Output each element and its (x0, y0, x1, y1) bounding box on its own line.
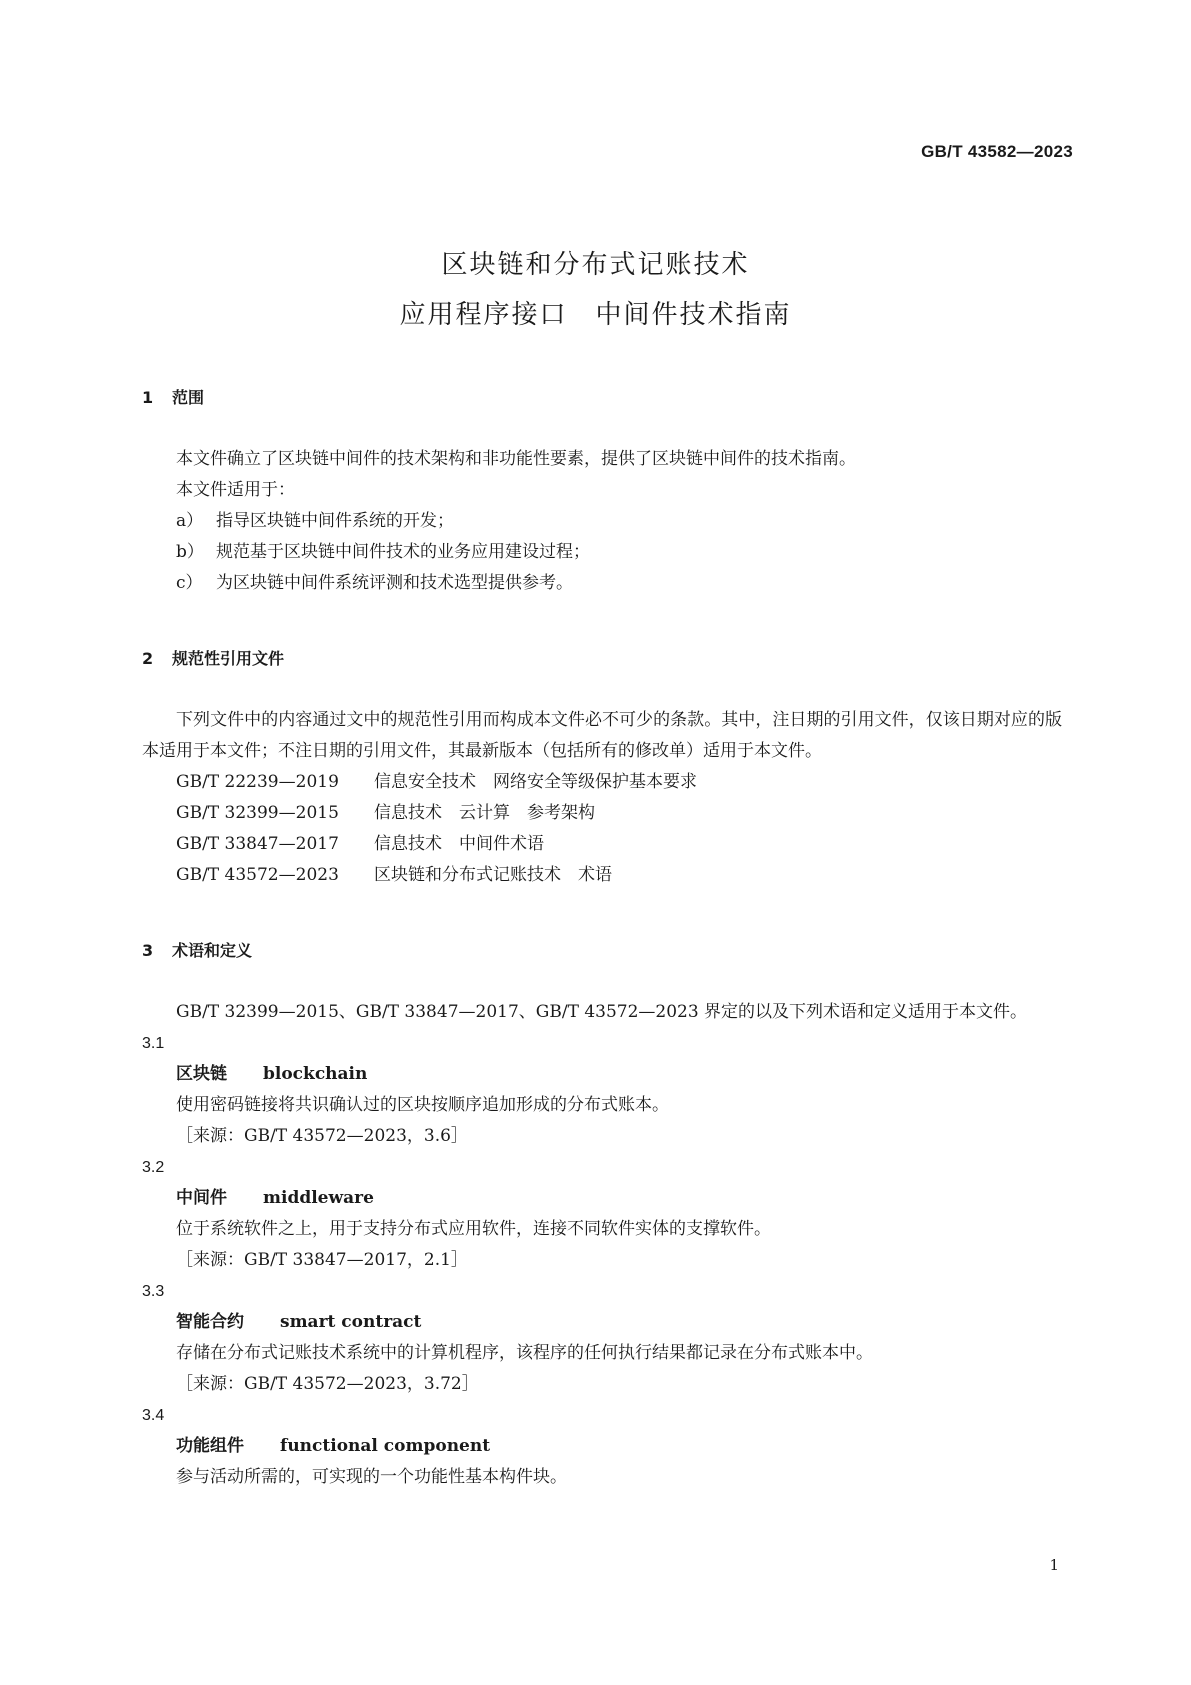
paragraph: 下列文件中的内容通过文中的规范性引用而构成本文件必不可少的条款。其中，注日期的引用文件，仅该日期对应的版本适用于本文件；不注日期的引用文件，其最新版本（包括所有的修改单）适用于本文件。 (142, 710, 1062, 761)
reference-code: GB/T 32399—2015 (176, 803, 339, 823)
term-definition: 参与活动所需的，可实现的一个功能性基本构件块。 (176, 1467, 567, 1487)
section-1-heading (142, 382, 1062, 413)
list-item (142, 537, 1062, 568)
section-3-heading (142, 935, 1062, 966)
reference-row (142, 829, 1062, 860)
reference-row (142, 798, 1062, 829)
reference-code: GB/T 43572—2023 (176, 865, 339, 885)
reference-title: 信息安全技术 网络安全等级保护基本要求 (374, 772, 697, 792)
term-en: functional component (280, 1436, 491, 1456)
section-2-heading (142, 643, 1062, 674)
term-number: 3.4 (142, 1407, 165, 1424)
reference-title: 区块链和分布式记账技术 术语 (374, 865, 612, 885)
term-title (142, 1059, 1062, 1090)
section-title: 术语和定义 (172, 941, 253, 960)
term-number: 3.2 (142, 1159, 165, 1176)
title-line-2: 应用程序接口 中间件技术指南 (399, 300, 792, 330)
paragraph: 本文件适用于： (176, 480, 295, 500)
term-definition: 存储在分布式记账技术系统中的计算机程序，该程序的任何执行结果都记录在分布式账本中。 (176, 1343, 873, 1363)
list-text: 为区块链中间件系统评测和技术选型提供参考。 (216, 573, 573, 593)
reference-title: 信息技术 中间件术语 (374, 834, 544, 854)
list-label: c） (176, 573, 203, 593)
reference-code: GB/T 22239—2019 (176, 772, 339, 792)
term-en: smart contract (280, 1312, 422, 1332)
reference-row (142, 860, 1062, 891)
page-number: 1 (1049, 1556, 1059, 1574)
term-title (142, 1183, 1062, 1214)
list-text: 规范基于区块链中间件技术的业务应用建设过程； (216, 542, 590, 562)
reference-code: GB/T 33847—2017 (176, 834, 339, 854)
section-number: 2 (142, 649, 154, 668)
section-number: 1 (142, 388, 154, 407)
list-label: b） (176, 542, 204, 562)
section-title: 规范性引用文件 (172, 649, 285, 668)
term-number: 3.1 (142, 1035, 165, 1052)
term-en: blockchain (263, 1064, 368, 1084)
list-item (142, 506, 1062, 537)
term-en: middleware (263, 1188, 374, 1208)
term-source: ［来源：GB/T 33847—2017，2.1］ (176, 1250, 468, 1270)
section-title: 范围 (172, 388, 205, 407)
paragraph: 本文件确立了区块链中间件的技术架构和非功能性要素，提供了区块链中间件的技术指南。 (176, 449, 856, 469)
document-body (142, 382, 1062, 1493)
term-definition: 使用密码链接将共识确认过的区块按顺序追加形成的分布式账本。 (176, 1095, 669, 1115)
document-title (0, 240, 1191, 340)
term-zh: 区块链 (176, 1064, 227, 1084)
term-source: ［来源：GB/T 43572—2023，3.6］ (176, 1126, 468, 1146)
term-zh: 智能合约 (176, 1312, 244, 1332)
list-text: 指导区块链中间件系统的开发； (216, 511, 454, 531)
title-line-1: 区块链和分布式记账技术 (441, 250, 750, 280)
reference-title: 信息技术 云计算 参考架构 (374, 803, 595, 823)
list-item (142, 568, 1062, 599)
list-label: a） (176, 511, 204, 531)
term-definition: 位于系统软件之上，用于支持分布式应用软件，连接不同软件实体的支撑软件。 (176, 1219, 771, 1239)
term-zh: 功能组件 (176, 1436, 244, 1456)
term-title (142, 1307, 1062, 1338)
standard-number: GB/T 43582—2023 (921, 142, 1073, 161)
term-title (142, 1431, 1062, 1462)
reference-row (142, 767, 1062, 798)
section-number: 3 (142, 941, 154, 960)
term-number: 3.3 (142, 1283, 165, 1300)
term-zh: 中间件 (176, 1188, 227, 1208)
paragraph: GB/T 32399—2015、GB/T 33847—2017、GB/T 43572—2023 界定的以及下列术语和定义适用于本文件。 (176, 1002, 1028, 1022)
term-source: ［来源：GB/T 43572—2023，3.72］ (176, 1374, 479, 1394)
